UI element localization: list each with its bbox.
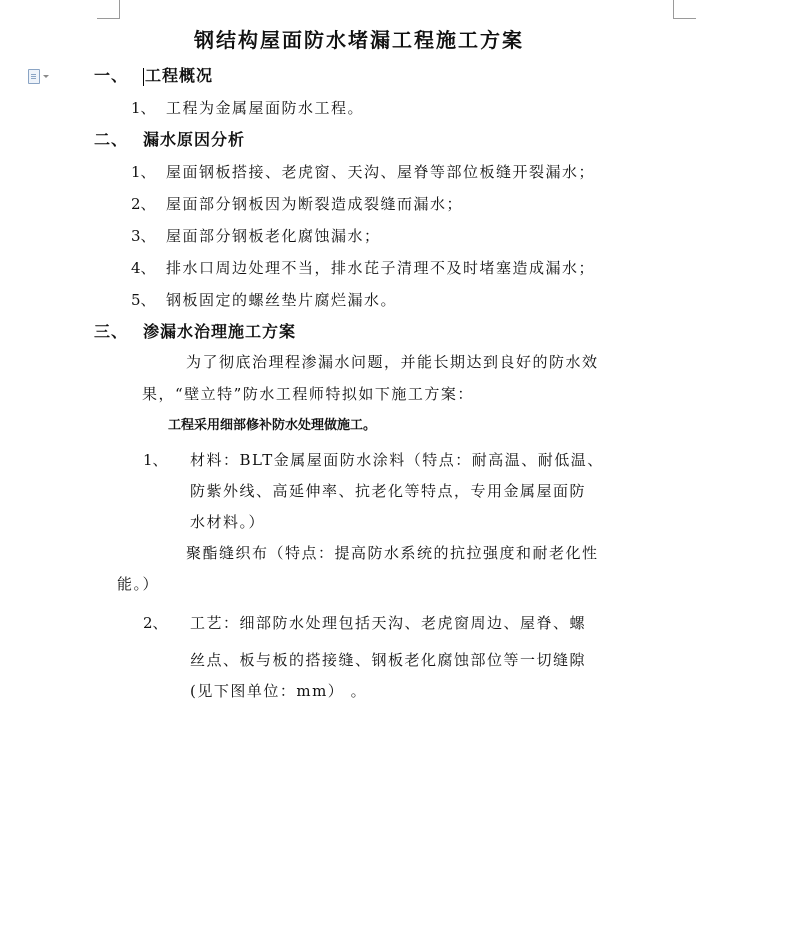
process-line-3: (见下图单位：mm） 。	[190, 682, 368, 700]
material-line-3: 水材料。）	[190, 513, 266, 531]
section-3-heading: 渗漏水治理施工方案	[143, 322, 297, 341]
list-item-text: 屋面部分钢板老化腐蚀漏水；	[166, 227, 381, 245]
list-item-text: 钢板固定的螺丝垫片腐烂漏水。	[166, 291, 398, 309]
list-item-text: 排水口周边处理不当，排水芘子清理不及时堵塞造成漏水；	[166, 259, 596, 277]
list-item-text: 工程为金属屋面防水工程。	[166, 99, 365, 117]
material-line-5: 能。）	[117, 575, 160, 593]
list-number: 2、	[143, 614, 168, 632]
list-number: 1、	[143, 451, 168, 469]
paragraph-line: 果，“壁立特”防水工程师特拟如下施工方案：	[142, 385, 474, 403]
section-1-number: 一、	[94, 66, 129, 85]
list-item-text: 屋面部分钢板因为断裂造成裂缝而漏水；	[166, 195, 464, 213]
material-line-1: 材料：BLT金属屋面防水涂料（特点：耐高温、耐低温、	[190, 451, 604, 469]
list-number: 3、	[131, 227, 156, 245]
crop-mark-top-left	[97, 0, 120, 19]
process-line-1: 工艺：细部防水处理包括天沟、老虎窗周边、屋脊、螺	[190, 614, 587, 632]
list-number: 5、	[131, 291, 156, 309]
text-cursor	[143, 68, 144, 86]
document-title: 钢结构屋面防水堵漏工程施工方案	[194, 28, 524, 52]
material-line-4: 聚酯缝织布（特点：提高防水系统的抗拉强度和耐老化性	[186, 544, 599, 562]
list-number: 2、	[131, 195, 156, 213]
section-2-heading: 漏水原因分析	[143, 130, 246, 149]
list-number: 1、	[131, 163, 156, 181]
process-line-2: 丝点、板与板的搭接缝、钢板老化腐蚀部位等一切缝隙	[190, 651, 587, 669]
paragraph-line: 为了彻底治理程渗漏水问题，并能长期达到良好的防水效	[186, 353, 599, 371]
document-options-icon[interactable]	[28, 68, 54, 84]
dropdown-caret-icon	[43, 75, 49, 78]
list-number: 1、	[131, 99, 156, 117]
crop-mark-top-right	[673, 0, 696, 19]
material-line-2: 防紫外线、高延伸率、抗老化等特点，专用金属屋面防	[190, 482, 587, 500]
section-2-number: 二、	[94, 130, 129, 149]
method-statement: 工程采用细部修补防水处理做施工。	[168, 418, 377, 433]
list-number: 4、	[131, 259, 156, 277]
section-3-number: 三、	[94, 322, 129, 341]
document-icon	[28, 69, 40, 84]
list-item-text: 屋面钢板搭接、老虎窗、天沟、屋脊等部位板缝开裂漏水；	[166, 163, 596, 181]
section-1-heading: 工程概况	[145, 66, 214, 85]
